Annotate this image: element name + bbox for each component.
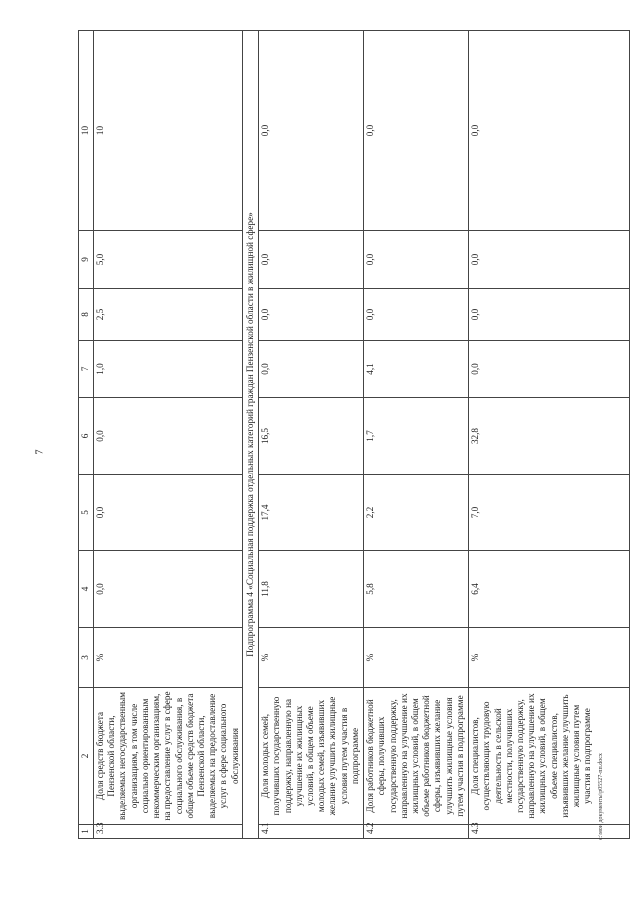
table-row: [94, 31, 243, 839]
value-cell: 1,7: [364, 398, 469, 475]
row-number: 4.1: [259, 825, 364, 839]
value-cell: 0,0: [364, 289, 469, 341]
header-cell: 1: [79, 825, 94, 839]
header-cell: 8: [79, 289, 94, 341]
table-row: [364, 31, 469, 839]
header-cell: 5: [79, 475, 94, 551]
value-cell: 0,0: [259, 341, 364, 398]
value-cell: 1,0: [94, 341, 243, 398]
value-cell: 0,0: [94, 475, 243, 551]
rotated-table-wrapper: [78, 31, 618, 839]
header-cell: 2: [79, 688, 94, 825]
subprogram-row: [242, 31, 258, 839]
value-cell: 0,0: [259, 31, 364, 231]
table-row: [259, 31, 364, 839]
indicator-description: Доля специалистов, осуществляющих трудовую деятельность в сельской местности, получивших государственную поддержку, направленную на улучшение их жилищных условий, в общем объеме специалистов, изъявивших желание улучшить жилищные условия путем участия в подпрограмме: [469, 688, 630, 825]
page-number: 7: [34, 449, 46, 455]
value-cell: 2,5: [94, 289, 243, 341]
row-number: 4.3: [469, 825, 630, 839]
unit-cell: %: [259, 628, 364, 688]
row-number: 3.3: [94, 825, 243, 839]
indicators-table: [78, 30, 630, 839]
value-cell: 17,4: [259, 475, 364, 551]
header-cell: 10: [79, 31, 94, 231]
value-cell: 10: [94, 31, 243, 231]
value-cell: 0,0: [364, 31, 469, 231]
value-cell: 0,0: [364, 231, 469, 289]
value-cell: 2,2: [364, 475, 469, 551]
unit-cell: %: [94, 628, 243, 688]
value-cell: 0,0: [469, 289, 630, 341]
value-cell: 4,1: [364, 341, 469, 398]
value-cell: 7,0: [469, 475, 630, 551]
unit-cell: %: [364, 628, 469, 688]
table-row: [469, 31, 630, 839]
value-cell: 0,0: [94, 398, 243, 475]
indicator-description: Доля работников бюджетной сферы, получивших государственную поддержку, направленную на улучшение их жилищных условий, в общем объеме работников бюджетной сферы, изъявивших желание улучшить жилищные условия путем участия в подпрограмме: [364, 688, 469, 825]
value-cell: 6,4: [469, 551, 630, 628]
unit-cell: %: [469, 628, 630, 688]
indicator-description: Доля молодых семей, получивших государственную поддержку, направленную на улучшение их жилищных условий, в общем объеме молодых семей, изъявивших желание улучшить жилищные условия путем участия в подпрограмме: [259, 688, 364, 825]
row-number: 4.2: [364, 825, 469, 839]
value-cell: 0,0: [469, 341, 630, 398]
file-path-footer: c:\мои документы\p05527-пп.docx: [598, 753, 604, 840]
value-cell: 0,0: [94, 551, 243, 628]
value-cell: 5,8: [364, 551, 469, 628]
value-cell: 0,0: [259, 231, 364, 289]
header-cell: 9: [79, 231, 94, 289]
indicator-description: Доля средств бюджета Пензенской области, выделяемых негосударственным организациям, в том числе социально ориентированным некоммерческим организациям, на предоставление услуг в сфере социального обслуживания, в общем объеме средств бюджета Пензенской области, выделяемых на предоставление услуг в сфере социального обслуживания: [94, 688, 243, 825]
value-cell: 0,0: [259, 289, 364, 341]
value-cell: 0,0: [469, 231, 630, 289]
value-cell: 0,0: [469, 31, 630, 231]
header-cell: 6: [79, 398, 94, 475]
header-cell: 3: [79, 628, 94, 688]
value-cell: 16,5: [259, 398, 364, 475]
header-row: [79, 31, 94, 839]
subprogram-title: Подпрограмма 4 «Социальная поддержка отдельных категорий граждан Пензенской области в жилищной сфере»: [242, 31, 258, 839]
value-cell: 32,8: [469, 398, 630, 475]
value-cell: 11,8: [259, 551, 364, 628]
value-cell: 5,0: [94, 231, 243, 289]
header-cell: 4: [79, 551, 94, 628]
header-cell: 7: [79, 341, 94, 398]
